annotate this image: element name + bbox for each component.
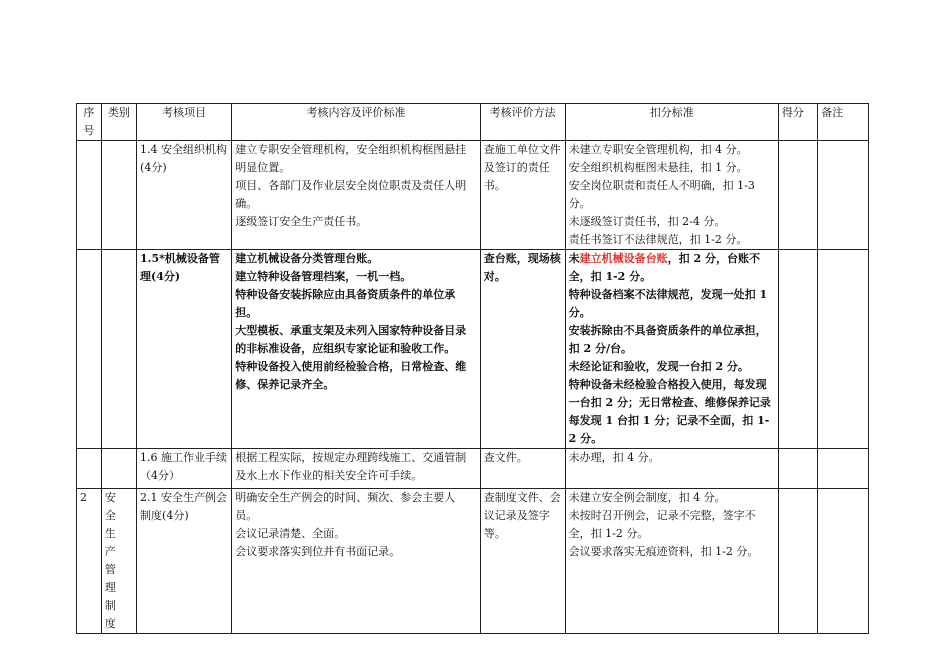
cell-remark bbox=[818, 489, 869, 634]
cell-content bbox=[232, 449, 480, 489]
header-remark: 备注 bbox=[818, 104, 869, 141]
deduct-line: 安全岗位职责和责任人不明确，扣 1-3 分。 bbox=[568, 179, 755, 210]
cell-deduct bbox=[565, 250, 778, 449]
content-line: 大型模板、承重支架及未列入国家特种设备目录的非标准设备，应组织专家论证和验收工作。 bbox=[235, 324, 467, 355]
header-score: 得分 bbox=[778, 104, 817, 141]
deduct-line: 未建立专职安全管理机构，扣 4 分。 bbox=[568, 143, 748, 156]
header-item: 考核项目 bbox=[137, 104, 232, 141]
deduct-line: 会议要求落实无痕迹资料，扣 1-2 分。 bbox=[568, 545, 759, 558]
cell-category bbox=[101, 449, 136, 489]
assessment-table bbox=[76, 103, 869, 634]
deduct-line: 安全组织机构框图未悬挂，扣 1 分。 bbox=[568, 161, 748, 174]
cell-content bbox=[232, 250, 480, 449]
content-line: 会议要求落实到位并有书面记录。 bbox=[235, 545, 401, 558]
content-line: 项目、各部门及作业层安全岗位职责及责任人明确。 bbox=[235, 179, 467, 210]
cell-category bbox=[101, 250, 136, 449]
deduct-line: 未建立安全例会制度，扣 4 分。 bbox=[568, 491, 726, 504]
cell-method: 查制度文件、会议记录及签字等。 bbox=[480, 489, 565, 634]
header-row bbox=[77, 104, 869, 141]
cell-remark bbox=[818, 449, 869, 489]
cell-item: 2.1 安全生产例会制度(4分) bbox=[137, 489, 232, 634]
deduct-line: 未逐级签订责任书，扣 2-4 分。 bbox=[568, 215, 726, 228]
cell-content bbox=[232, 141, 480, 250]
deduct-line: 未办理，扣 4 分。 bbox=[568, 451, 660, 464]
cell-method: 查文件。 bbox=[480, 449, 565, 489]
content-line: 明确安全生产例会的时间、频次、参会主要人员。 bbox=[235, 491, 456, 522]
deduct-line: 责任书签订不法律规范，扣 1-2 分。 bbox=[568, 233, 748, 246]
cell-method: 查施工单位文件及签订的责任书。 bbox=[480, 141, 565, 250]
deduct-line: 特种设备未经检验合格投入使用，每发现一台扣 2 分；无日常检查、维修保养记录每发现 1 台扣 1 分；记录不全面，扣 1-2 分。 bbox=[568, 378, 771, 445]
content-line: 会议记录清楚、全面。 bbox=[235, 527, 346, 540]
header-content: 考核内容及评价标准 bbox=[232, 104, 480, 141]
cell-method: 查台账，现场核对。 bbox=[480, 250, 565, 449]
table-row bbox=[77, 250, 869, 449]
cell-remark bbox=[818, 141, 869, 250]
cell-deduct bbox=[565, 141, 778, 250]
header-no: 序 号 bbox=[77, 104, 102, 141]
content-line: 建立专职安全管理机构，安全组织机构框图悬挂明显位置。 bbox=[235, 143, 467, 174]
cell-item: 1.6 施工作业手续（4分） bbox=[137, 449, 232, 489]
cell-item: 1.4 安全组织机构(4分) bbox=[137, 141, 232, 250]
cell-content bbox=[232, 489, 480, 634]
deduct-line: 安装拆除由不具备资质条件的单位承担，扣 2 分/台。 bbox=[568, 324, 767, 355]
content-line: 根据工程实际，按规定办理跨线施工、交通管制及水上水下作业的相关安全许可手续。 bbox=[235, 451, 467, 482]
cell-score bbox=[778, 141, 817, 250]
content-line: 逐级签订安全生产责任书。 bbox=[235, 215, 368, 228]
deduct-line: 未按时召开例会，记录不完整，签字不全，扣 1-2 分。 bbox=[568, 509, 756, 540]
table-row bbox=[77, 449, 869, 489]
header-method: 考核评价方法 bbox=[480, 104, 565, 141]
cell-deduct bbox=[565, 449, 778, 489]
cell-remark bbox=[818, 250, 869, 449]
cell-category: 安全生产管理制度 bbox=[101, 489, 136, 634]
cell-score bbox=[778, 489, 817, 634]
cell-score bbox=[778, 449, 817, 489]
cell-no bbox=[77, 141, 102, 250]
table-row bbox=[77, 141, 869, 250]
content-line: 建立特种设备管理档案，一机一档。 bbox=[235, 270, 412, 283]
content-line: 特种设备投入使用前经检验合格，日常检查、维修、保养记录齐全。 bbox=[235, 360, 467, 391]
cell-no: 2 bbox=[77, 489, 102, 634]
header-category: 类别 bbox=[101, 104, 136, 141]
header-deduct: 扣分标准 bbox=[565, 104, 778, 141]
cell-no bbox=[77, 250, 102, 449]
content-line: 建立机械设备分类管理台账。 bbox=[235, 252, 379, 265]
highlighted-text: 建立机械设备台账 bbox=[579, 252, 668, 265]
cell-item: 1.5*机械设备管理(4分) bbox=[137, 250, 232, 449]
cell-score bbox=[778, 250, 817, 449]
deduct-line-first: 未建立机械设备台账，扣 2 分，台账不全，扣 1-2 分。 bbox=[568, 252, 760, 283]
deduct-line: 未经论证和验收，发现一台扣 2 分。 bbox=[568, 360, 749, 373]
cell-category bbox=[101, 141, 136, 250]
cell-deduct bbox=[565, 489, 778, 634]
deduct-line: 特种设备档案不法律规范，发现一处扣 1 分。 bbox=[568, 288, 768, 319]
table-row bbox=[77, 489, 869, 634]
cell-no bbox=[77, 449, 102, 489]
content-line: 特种设备安装拆除应由具备资质条件的单位承担。 bbox=[235, 288, 456, 319]
